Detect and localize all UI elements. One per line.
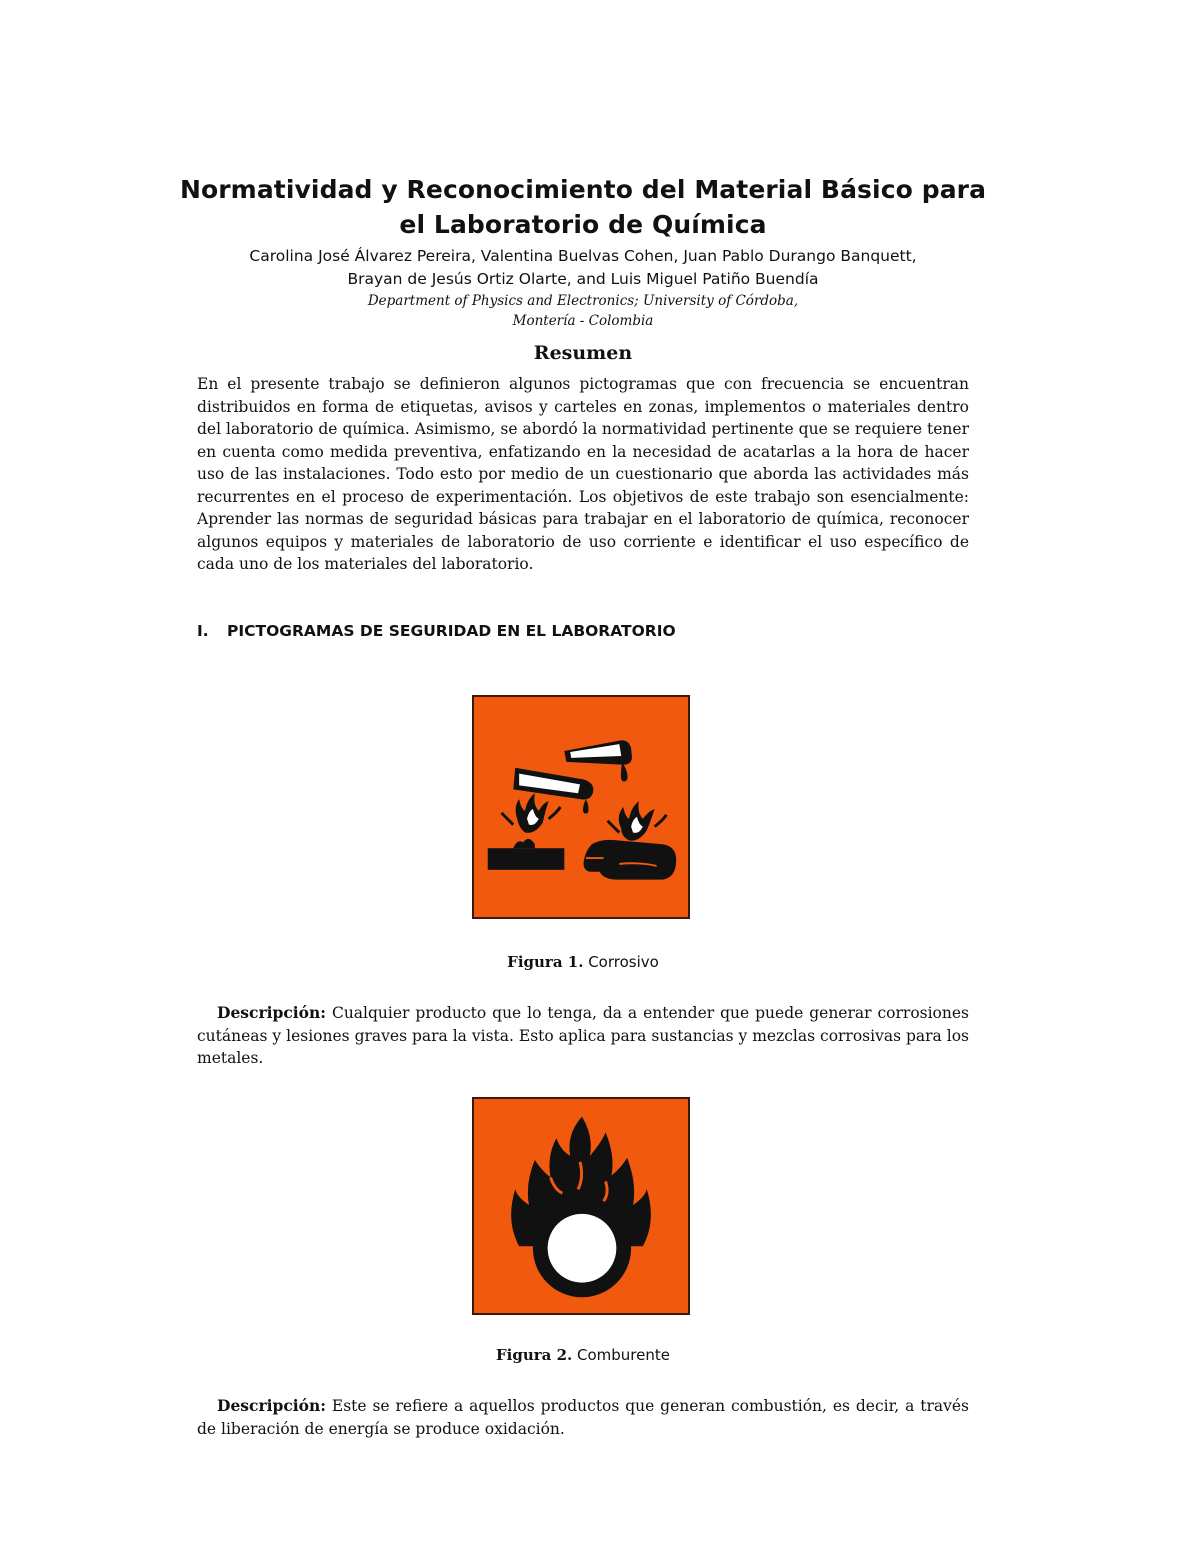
figure-2-description [197,1395,969,1440]
authors-line-2: Brayan de Jesús Ortiz Olarte, and Luis Miguel Patiño Buendía [347,270,819,288]
figure-1-description [197,1002,969,1070]
section-heading [197,620,676,642]
figure-1-desc-label: Descripción: [217,1003,327,1022]
affiliation [170,291,996,331]
figure-2-label: Figura 2. [495,1346,573,1364]
figure-2-title: Comburente [577,1346,670,1364]
section-number: I. [197,622,209,640]
abstract-text: En el presente trabajo se definieron algunos pictogramas que con frecuencia se encuentran distribuidos en forma de etiquetas, avisos y carteles en zonas, implementos o materiales dentro del laboratorio de química. Asimismo, se abordó la normatividad pertinente que se requiere tener en cuenta como medida preventiva, enfatizando en la necesidad de acatarlas a la hora de hacer uso de las instalaciones. Todo esto por medio de un cuestionario que aborda las actividades más recurrentes en el proceso de experimentación. Los objetivos de este trabajo son esencialmente: Aprender las normas de seguridad básicas para trabajar en el laboratorio de química, reconocer algunos equipos y materiales de laboratorio de uso corriente e identificar el uso específico de cada uno de los materiales del laboratorio. [197,375,969,573]
figure-1-title: Corrosivo [588,953,659,971]
figure-2-desc-label: Descripción: [217,1396,327,1415]
corrosive-pictogram-icon [472,695,690,919]
section-title: PICTOGRAMAS DE SEGURIDAD EN EL LABORATORIO [227,622,676,640]
affiliation-line-1: Department of Physics and Electronics; University of Córdoba, [367,293,799,309]
author-list [150,245,1016,291]
oxidizer-pictogram-icon [472,1097,690,1315]
figure-1-desc-text: Cualquier producto que lo tenga, da a entender que puede generar corrosiones cutáneas y lesiones graves para la vista. Esto aplica para sustancias y mezclas corrosivas para los metales. [197,1004,969,1067]
affiliation-line-2: Montería - Colombia [512,313,654,329]
paper-title: Normatividad y Reconocimiento del Material Básico para el Laboratorio de Química [179,175,987,239]
figure-2-caption [170,1344,996,1366]
abstract-heading: Resumen [533,342,633,364]
figure-2-desc-text: Este se refiere a aquellos productos que generan combustión, es decir, a través de liberación de energía se produce oxidación. [197,1397,969,1438]
figure-1-label: Figura 1. [507,953,584,971]
authors-line-1: Carolina José Álvarez Pereira, Valentina Buelvas Cohen, Juan Pablo Durango Banquett, [249,247,917,265]
figure-1-caption [170,951,996,973]
